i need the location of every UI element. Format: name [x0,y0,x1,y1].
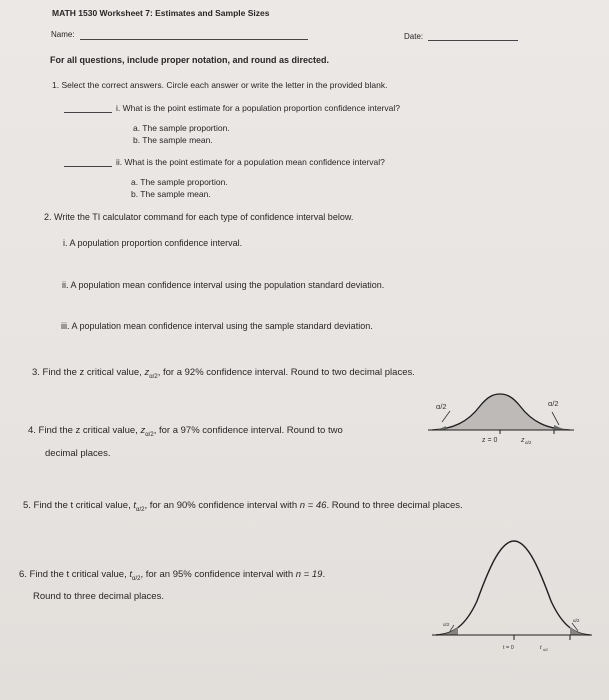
t-critical-label: t [540,645,542,651]
q6-t-symbol: t [129,569,132,580]
q1-ii-answer-blank[interactable] [64,166,112,167]
q2-i: i. A population proportion confidence interval. [63,238,243,248]
q1-ii-option-b[interactable]: b. The sample mean. [131,189,211,199]
q1-i-question: i. What is the point estimate for a population proportion confidence interval? [116,103,400,113]
q4-text-b: , for a 97% confidence interval. Round to two [153,425,343,436]
q4-text-a: 4. Find the z critical value, [28,425,141,436]
t-center-label: t = 0 [503,645,514,651]
t-distribution-figure [432,535,592,655]
q1-i-answer-blank[interactable] [64,112,112,113]
q6-text-line2: Round to three decimal places. [33,591,164,602]
q4-z-symbol: z [140,425,146,436]
t-right-tail-label: α/2 [573,618,580,623]
q1-ii-question: ii. What is the point estimate for a population mean confidence interval? [116,157,385,167]
t-critical-subscript: α/2 [543,648,548,652]
q5-text-a: 5. Find the t critical value, [23,500,134,511]
q5-t-symbol: t [133,500,136,511]
q5-text-b: , for an 90% confidence interval with [144,500,300,511]
z-right-tail-label: α/2 [548,399,559,408]
z-center-label: z = 0 [482,437,498,444]
q2-iii: iii. A population mean confidence interval using the sample standard deviation. [61,321,373,331]
t-left-tail-shade [436,627,458,635]
q1-i-option-b[interactable]: b. The sample mean. [133,135,213,145]
q2-ii: ii. A population mean confidence interval using the population standard deviation. [62,280,385,290]
q3-text-a: 3. Find the z critical value, [32,367,145,378]
instructions: For all questions, include proper notation, and round as directed. [50,55,330,65]
name-field[interactable] [80,39,308,40]
t-curve-shape [436,541,590,635]
date-field[interactable] [428,40,518,41]
z-critical-label: z [521,437,525,444]
worksheet-title: MATH 1530 Worksheet 7: Estimates and Sample Sizes [52,8,270,18]
q4-z-subscript: α/2 [145,431,154,438]
z-left-tail-pointer [442,411,450,422]
q6-t-subscript: α/2 [132,575,141,582]
q1-i-option-a[interactable]: a. The sample proportion. [133,123,230,133]
z-left-tail-label: α/2 [436,402,447,411]
q6-text-b: , for an 95% confidence interval with [140,569,296,580]
q3-text [32,367,415,380]
q6-text-c: . [322,569,326,580]
t-right-tail-shade [570,627,590,635]
z-right-tail-pointer [552,412,559,425]
q1-prompt: 1. Select the correct answers. Circle each answer or write the letter in the provided blank. [52,80,388,90]
q3-text-b: , for a 92% confidence interval. Round to two decimal places. [157,367,415,378]
q5-text [23,500,463,513]
name-label: Name: [51,30,75,39]
q6-text-a: 6. Find the t critical value, [19,569,130,580]
q6-sample-size: n = 19 [295,569,323,580]
q5-sample-size: n = 46 [299,500,327,511]
q4-text [28,425,343,438]
t-left-tail-label: α/2 [443,622,450,627]
z-critical-subscript: α/2 [525,440,532,445]
q5-text-c: . Round to three decimal places. [326,500,463,511]
q6-text [19,569,325,582]
date-label: Date: [404,32,424,41]
q2-prompt: 2. Write the TI calculator command for each type of confidence interval below. [44,212,354,222]
q4-text-line2: decimal places. [45,448,111,459]
z-distribution-figure [428,392,578,450]
q5-t-subscript: α/2 [136,506,145,513]
q1-ii-option-a[interactable]: a. The sample proportion. [131,177,228,187]
q3-z-subscript: α/2 [149,373,158,380]
q3-z-symbol: z [144,367,150,378]
